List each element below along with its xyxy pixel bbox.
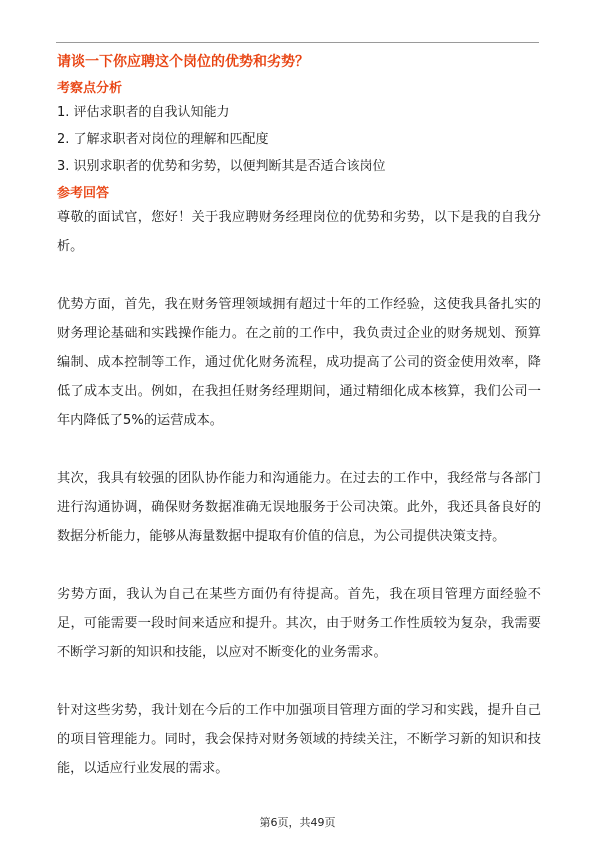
interview-question: 请谈一下你应聘这个岗位的优势和劣势？ — [57, 54, 309, 70]
answer-heading: 参考回答 — [57, 186, 110, 201]
page-number: 第6页，共49页 — [259, 816, 336, 829]
document-body — [57, 52, 541, 812]
analysis-point: 1. 评估求职者的自我认知能力 — [57, 105, 230, 120]
answer-paragraph: 劣势方面，我认为自己在某些方面仍有待提高。首先，我在项目管理方面经验不足，可能需要一段时间来适应和提升。其次，由于财务工作性质较为复杂，我需要不断学习新的知识和技能，以应对不断变化的业务需求。 — [57, 587, 541, 660]
answer-paragraph: 尊敬的面试官，您好！关于我应聘财务经理岗位的优势和劣势，以下是我的自我分析。 — [57, 210, 541, 254]
answer-paragraph: 优势方面，首先，我在财务管理领域拥有超过十年的工作经验，这使我具备扎实的财务理论基础和实践操作能力。在之前的工作中，我负责过企业的财务规划、预算编制、成本控制等工作，通过优化财务流程，成功提高了公司的资金使用效率，降低了成本支出。例如，在我担任财务经理期间，通过精细化成本核算，我们公司一年内降低了5%的运营成本。 — [57, 297, 541, 428]
analysis-heading: 考察点分析 — [57, 81, 123, 96]
header-divider — [56, 42, 539, 43]
analysis-point: 2. 了解求职者对岗位的理解和匹配度 — [57, 132, 269, 147]
answer-paragraph: 其次，我具有较强的团队协作能力和沟通能力。在过去的工作中，我经常与各部门进行沟通协调，确保财务数据准确无误地服务于公司决策。此外，我还具备良好的数据分析能力，能够从海量数据中提取有价值的信息，为公司提供决策支持。 — [57, 471, 541, 544]
answer-paragraph: 针对这些劣势，我计划在今后的工作中加强项目管理方面的学习和实践，提升自己的项目管理能力。同时，我会保持对财务领域的持续关注，不断学习新的知识和技能，以适应行业发展的需求。 — [57, 703, 541, 776]
analysis-point: 3. 识别求职者的优势和劣势，以便判断其是否适合该岗位 — [57, 159, 386, 174]
